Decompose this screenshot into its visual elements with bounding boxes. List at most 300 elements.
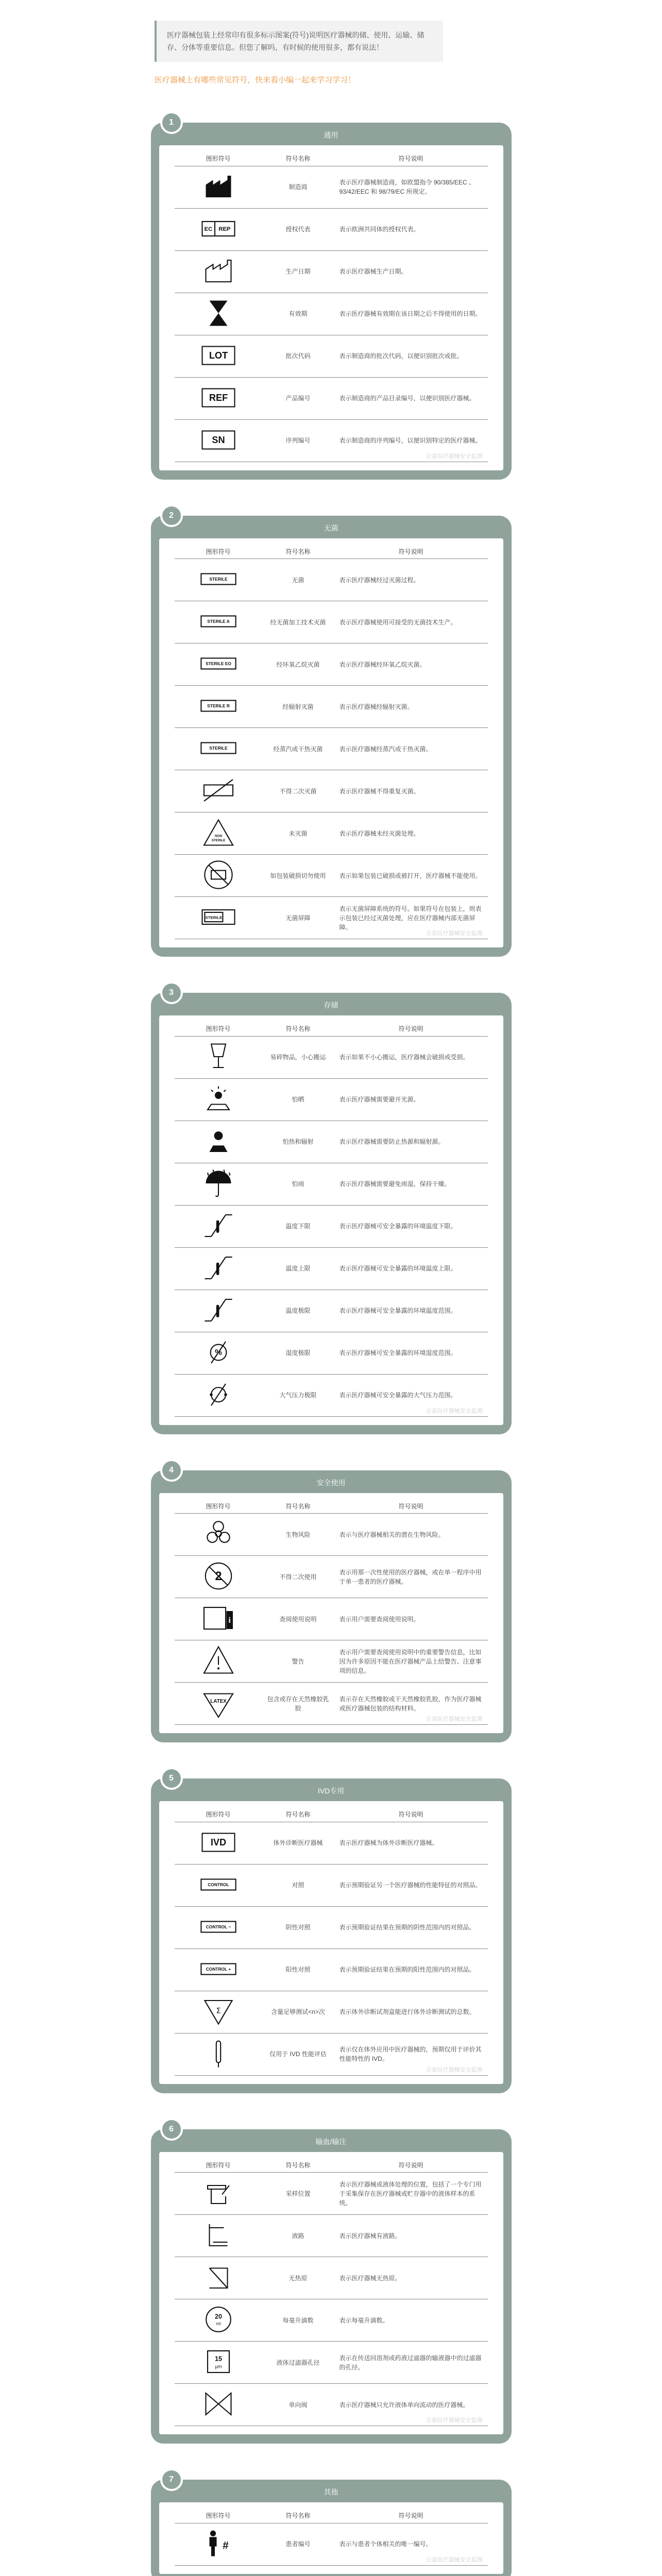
watermark-text: 合泰医疗器械安全监测 bbox=[426, 1716, 483, 1722]
symbol-table bbox=[175, 151, 488, 462]
svg-text:STERILE: STERILE bbox=[205, 915, 222, 920]
symbol-cell bbox=[175, 1205, 262, 1247]
section-title: 通用 bbox=[324, 131, 338, 139]
symbol-cell bbox=[175, 686, 262, 728]
intro-box bbox=[155, 21, 443, 62]
table-header-row bbox=[175, 1499, 488, 1514]
symbol-table-card bbox=[159, 1801, 503, 2084]
symbol-description: 表示体外诊断试剂盒能进行体外诊断测试的总数。 bbox=[334, 1991, 488, 2033]
symbol-cell bbox=[175, 2173, 262, 2215]
symbol-description: 表示制造商的序列编号，以便识别特定的医疗器械。 bbox=[334, 419, 488, 462]
sterile-r-icon bbox=[198, 688, 239, 724]
svg-text:#: # bbox=[222, 2539, 229, 2551]
svg-text:STERILE EO: STERILE EO bbox=[205, 660, 231, 666]
header-name: 符号名称 bbox=[262, 2158, 334, 2173]
symbol-cell bbox=[175, 770, 262, 812]
symbol-cell bbox=[175, 897, 262, 939]
symbol-table-card bbox=[159, 1493, 503, 1734]
symbol-description: 表示医疗器械需要避开光源。 bbox=[334, 1078, 488, 1121]
symbol-description: 表示医疗器械经蒸汽或干热灭菌。 bbox=[334, 728, 488, 770]
ref-icon bbox=[198, 380, 239, 416]
symbol-name: 制造商 bbox=[262, 166, 334, 208]
header-desc: 符号说明 bbox=[334, 2509, 488, 2523]
table-row bbox=[175, 335, 488, 377]
symbol-name: 仅用于 IVD 性能评估 bbox=[262, 2033, 334, 2075]
ivd-performance-icon bbox=[198, 2036, 239, 2072]
svg-text:µm: µm bbox=[214, 2364, 222, 2369]
svg-text:%: % bbox=[214, 1348, 222, 1357]
section-number-badge: 7 bbox=[160, 2468, 183, 2491]
section-number-badge: 5 bbox=[160, 1767, 183, 1790]
section-number-badge: 3 bbox=[160, 981, 183, 1004]
section-number-badge: 4 bbox=[160, 1459, 183, 1482]
table-row bbox=[175, 293, 488, 335]
control-negative-icon bbox=[198, 1909, 239, 1945]
symbol-name: 对照 bbox=[262, 1864, 334, 1906]
section-title: 无菌 bbox=[324, 523, 338, 532]
lower-temp-limit-icon bbox=[198, 1208, 239, 1244]
symbol-name: 阳性对照 bbox=[262, 1948, 334, 1991]
header-name: 符号名称 bbox=[262, 2509, 334, 2523]
symbol-name: 怕雨 bbox=[262, 1163, 334, 1205]
symbol-cell bbox=[175, 1822, 262, 1864]
svg-text:STERILE: STERILE bbox=[209, 745, 228, 751]
symbol-name: 采样位置 bbox=[262, 2173, 334, 2215]
watermark-text: 合泰医疗器械安全监测 bbox=[426, 1408, 483, 1414]
table-row bbox=[175, 2299, 488, 2342]
table-row bbox=[175, 1598, 488, 1640]
symbol-table bbox=[175, 545, 488, 940]
symbol-cell bbox=[175, 2299, 262, 2342]
sterile-icon bbox=[198, 561, 239, 597]
symbol-description: 表示医疗器械需要避免雨湿，保持干燥。 bbox=[334, 1163, 488, 1205]
svg-text:LATEX: LATEX bbox=[210, 1699, 227, 1704]
section-3 bbox=[151, 988, 512, 1434]
table-row bbox=[175, 1036, 488, 1078]
symbol-cell bbox=[175, 1864, 262, 1906]
symbol-name: 批次代码 bbox=[262, 335, 334, 377]
symbol-cell bbox=[175, 419, 262, 462]
table-row bbox=[175, 559, 488, 601]
temp-limit-icon bbox=[198, 1292, 239, 1328]
symbol-cell bbox=[175, 812, 262, 855]
table-row bbox=[175, 1290, 488, 1332]
symbol-description: 表示预期验证结果在预期的阳性范围内的对照品。 bbox=[334, 1948, 488, 1991]
symbol-description: 表示医疗器械使用可接受的无菌技术生产。 bbox=[334, 601, 488, 643]
section-2 bbox=[151, 511, 512, 957]
tests-count-icon bbox=[198, 1993, 239, 2029]
svg-text:i: i bbox=[228, 1616, 231, 1625]
symbol-description: 表示仅在体外应用中医疗器械的，预期仅用于评价其性能特性的 IVD。 bbox=[334, 2033, 488, 2075]
symbol-name: 无菌 bbox=[262, 559, 334, 601]
symbol-cell bbox=[175, 1332, 262, 1374]
symbol-description: 表示存在天然橡胶或干天然橡胶乳胶，作为医疗器械或医疗器械包装的结构材料。 bbox=[334, 1683, 488, 1725]
symbol-description: 表示医疗器械无热原。 bbox=[334, 2257, 488, 2299]
keep-from-heat-icon bbox=[198, 1123, 239, 1159]
section-title: 存储 bbox=[324, 1001, 338, 1009]
symbol-cell bbox=[175, 1374, 262, 1416]
header-name: 符号名称 bbox=[262, 545, 334, 559]
svg-text:REP: REP bbox=[218, 226, 230, 232]
symbol-name: 液路 bbox=[262, 2215, 334, 2257]
symbol-description: 表示如果不小心搬运，医疗器械会破损或受损。 bbox=[334, 1036, 488, 1078]
symbol-cell bbox=[175, 208, 262, 250]
svg-text:Σ: Σ bbox=[216, 2007, 220, 2015]
symbol-cell bbox=[175, 2384, 262, 2426]
table-row bbox=[175, 601, 488, 643]
symbol-name: 阴性对照 bbox=[262, 1906, 334, 1948]
fragile-icon bbox=[198, 1039, 239, 1075]
symbol-cell bbox=[175, 1556, 262, 1598]
control-icon bbox=[198, 1867, 239, 1903]
fluid-path-icon bbox=[198, 2217, 239, 2253]
symbol-table-card bbox=[159, 1015, 503, 1425]
symbol-name: 经蒸汽或干热灭菌 bbox=[262, 728, 334, 770]
svg-text:STERILE: STERILE bbox=[211, 838, 225, 842]
biohazard-icon bbox=[198, 1516, 239, 1552]
table-row bbox=[175, 812, 488, 855]
symbol-description: 表示用户需要查阅使用说明。 bbox=[334, 1598, 488, 1640]
header-symbol: 图形符号 bbox=[175, 1499, 262, 1514]
symbol-description: 表示医疗器械需要防止热源和辐射源。 bbox=[334, 1121, 488, 1163]
table-row bbox=[175, 1991, 488, 2033]
table-row bbox=[175, 1822, 488, 1864]
symbol-cell bbox=[175, 728, 262, 770]
watermark-text: 合泰医疗器械安全监测 bbox=[426, 2556, 483, 2563]
svg-text:2: 2 bbox=[214, 1569, 222, 1583]
symbol-name: 如包装破损切勿使用 bbox=[262, 855, 334, 897]
liquid-filter-icon bbox=[198, 2344, 239, 2380]
consult-instructions-icon bbox=[198, 1600, 239, 1636]
symbol-description: 表示医疗器械经过灭菌过程。 bbox=[334, 559, 488, 601]
header-symbol: 图形符号 bbox=[175, 545, 262, 559]
symbol-name: 易碎物品，小心搬运 bbox=[262, 1036, 334, 1078]
svg-text:SN: SN bbox=[211, 434, 225, 445]
symbol-description: 表示医疗器械可安全暴露的环境温度下限。 bbox=[334, 1205, 488, 1247]
symbol-description: 表示医疗器械只允许液体单向流动的医疗器械。 bbox=[334, 2384, 488, 2426]
symbol-description: 表示医疗器械可安全暴露的大气压力范围。 bbox=[334, 1374, 488, 1416]
table-row bbox=[175, 1864, 488, 1906]
table-row bbox=[175, 1556, 488, 1598]
table-row bbox=[175, 728, 488, 770]
symbol-cell bbox=[175, 1598, 262, 1640]
symbol-description: 表示医疗器械或液体处理的位置，包括了一个专门用于采集保存在医疗器械或贮存器中的液体样本的系统。 bbox=[334, 2173, 488, 2215]
symbol-description: 表示医疗器械经辐射灭菌。 bbox=[334, 686, 488, 728]
section-number-badge: 1 bbox=[160, 111, 183, 134]
damaged-package-icon bbox=[198, 857, 239, 893]
watermark-text: 合泰医疗器械安全监测 bbox=[426, 930, 483, 937]
symbol-cell bbox=[175, 1948, 262, 1991]
symbol-description: 表示医疗器械制造商，如欧盟指令 90/385/EEC 、93/42/EEC 和 98/79/EC 所规定。 bbox=[334, 166, 488, 208]
header-symbol: 图形符号 bbox=[175, 1807, 262, 1822]
ivd-icon bbox=[198, 1824, 239, 1860]
svg-text:CONTROL +: CONTROL + bbox=[206, 1966, 231, 1972]
symbol-description: 表示在传送回溶剂或药液过滤器的输液器中的过滤器的孔径。 bbox=[334, 2342, 488, 2384]
ec-rep-icon bbox=[198, 211, 239, 247]
symbol-cell bbox=[175, 2523, 262, 2565]
symbol-description: 表示每毫升滴数。 bbox=[334, 2299, 488, 2342]
symbol-name: 温度上限 bbox=[262, 1247, 334, 1290]
symbol-name: 经环氧乙烷灭菌 bbox=[262, 643, 334, 686]
symbol-description: 表示医疗器械有效期在该日期之后不得使用的日期。 bbox=[334, 293, 488, 335]
symbol-description: 表示无菌屏障系统的符号。如果符号在包装上，则表示包装已经过灭菌处理，应在医疗器械内部无菌屏障。 bbox=[334, 897, 488, 939]
table-row bbox=[175, 1078, 488, 1121]
one-way-valve-icon bbox=[198, 2386, 239, 2422]
do-not-reuse-icon bbox=[198, 1558, 239, 1594]
header-desc: 符号说明 bbox=[334, 151, 488, 166]
symbol-table-card bbox=[159, 538, 503, 948]
symbol-cell bbox=[175, 1247, 262, 1290]
symbol-description: 表示医疗器械可安全暴露的环境温度范围。 bbox=[334, 1290, 488, 1332]
symbol-table bbox=[175, 1022, 488, 1417]
table-row bbox=[175, 1640, 488, 1683]
section-title: 安全使用 bbox=[316, 1478, 346, 1487]
table-row bbox=[175, 1121, 488, 1163]
symbol-description: 表示如果包装已破损或被打开，医疗器械不能使用。 bbox=[334, 855, 488, 897]
svg-text:ml: ml bbox=[216, 2321, 220, 2327]
symbol-name: 警告 bbox=[262, 1640, 334, 1683]
table-header-row bbox=[175, 1022, 488, 1036]
drops-per-ml-icon bbox=[198, 2301, 239, 2337]
symbol-name: 患者编号 bbox=[262, 2523, 334, 2565]
table-row bbox=[175, 1247, 488, 1290]
symbol-table bbox=[175, 2158, 488, 2427]
symbol-cell bbox=[175, 1906, 262, 1948]
upper-temp-limit-icon bbox=[198, 1250, 239, 1286]
symbol-cell bbox=[175, 1683, 262, 1725]
table-header-row bbox=[175, 151, 488, 166]
symbol-description: 表示欧洲共同体的授权代表。 bbox=[334, 208, 488, 250]
table-row bbox=[175, 686, 488, 728]
symbol-cell bbox=[175, 1991, 262, 2033]
table-header-row bbox=[175, 2509, 488, 2523]
symbol-cell bbox=[175, 377, 262, 419]
symbol-table-card bbox=[159, 145, 503, 470]
svg-text:REF: REF bbox=[209, 392, 228, 403]
symbol-name: 未灭菌 bbox=[262, 812, 334, 855]
control-positive-icon bbox=[198, 1951, 239, 1987]
non-sterile-icon bbox=[198, 815, 239, 851]
symbol-cell bbox=[175, 293, 262, 335]
section-number-badge: 6 bbox=[160, 2118, 183, 2141]
symbol-description: 表示医疗器械未经灭菌处理。 bbox=[334, 812, 488, 855]
header-name: 符号名称 bbox=[262, 1499, 334, 1514]
symbol-cell bbox=[175, 601, 262, 643]
symbol-description: 表示制造商的产品目录编号，以便识别医疗器械。 bbox=[334, 377, 488, 419]
header-symbol: 图形符号 bbox=[175, 151, 262, 166]
header-desc: 符号说明 bbox=[334, 2158, 488, 2173]
section-title: 输血/输注 bbox=[315, 2137, 347, 2146]
symbol-name: 无菌屏障 bbox=[262, 897, 334, 939]
table-header-row bbox=[175, 2158, 488, 2173]
svg-text:EC: EC bbox=[204, 226, 212, 232]
symbol-description: 表示用户需要查阅使用说明中的重要警告信息，比如因为许多原因不能在医疗器械产品上给警告、注意事项的信息。 bbox=[334, 1640, 488, 1683]
symbol-cell bbox=[175, 1078, 262, 1121]
symbol-cell bbox=[175, 166, 262, 208]
table-header-row bbox=[175, 1807, 488, 1822]
symbol-cell bbox=[175, 2033, 262, 2075]
table-row bbox=[175, 2257, 488, 2299]
table-row bbox=[175, 208, 488, 250]
symbol-name: 生产日期 bbox=[262, 250, 334, 293]
symbol-name: 温度极限 bbox=[262, 1290, 334, 1332]
symbol-table-card bbox=[159, 2502, 503, 2574]
symbol-name: 包含或存在天然橡胶乳胶 bbox=[262, 1683, 334, 1725]
table-row bbox=[175, 855, 488, 897]
warning-icon bbox=[198, 1642, 239, 1679]
manufacture-date-icon bbox=[198, 253, 239, 289]
symbol-cell bbox=[175, 855, 262, 897]
symbol-cell bbox=[175, 1121, 262, 1163]
svg-text:STERILE A: STERILE A bbox=[207, 618, 230, 624]
section-1 bbox=[151, 118, 512, 480]
symbol-name: 液体过滤器孔径 bbox=[262, 2342, 334, 2384]
table-row bbox=[175, 1906, 488, 1948]
watermark-text: 合泰医疗器械安全监测 bbox=[426, 2066, 483, 2073]
symbol-name: 有效期 bbox=[262, 293, 334, 335]
symbol-description: 表示预期验证另一个医疗器械的性能特征的对照品。 bbox=[334, 1864, 488, 1906]
table-row bbox=[175, 1332, 488, 1374]
symbol-cell bbox=[175, 250, 262, 293]
symbol-name: 序列编号 bbox=[262, 419, 334, 462]
symbol-name: 体外诊断医疗器械 bbox=[262, 1822, 334, 1864]
header-desc: 符号说明 bbox=[334, 1807, 488, 1822]
symbol-name: 不得二次灭菌 bbox=[262, 770, 334, 812]
header-name: 符号名称 bbox=[262, 151, 334, 166]
symbol-table bbox=[175, 1499, 488, 1725]
symbol-description: 表示医疗器械有液路。 bbox=[334, 2215, 488, 2257]
header-symbol: 图形符号 bbox=[175, 1022, 262, 1036]
svg-text:NON: NON bbox=[214, 834, 222, 838]
table-row bbox=[175, 2173, 488, 2215]
symbol-description: 表示医疗器械不得重复灭菌。 bbox=[334, 770, 488, 812]
table-row bbox=[175, 770, 488, 812]
table-row bbox=[175, 250, 488, 293]
section-7 bbox=[151, 2475, 512, 2576]
section-6 bbox=[151, 2124, 512, 2444]
svg-text:LOT: LOT bbox=[209, 350, 228, 361]
symbol-description: 表示与医疗器械相关的潜在生物风险。 bbox=[334, 1514, 488, 1556]
symbol-name: 不得二次使用 bbox=[262, 1556, 334, 1598]
non-pyrogenic-icon bbox=[198, 2259, 239, 2295]
svg-text:STERILE R: STERILE R bbox=[207, 703, 230, 708]
svg-text:IVD: IVD bbox=[210, 1837, 226, 1848]
symbol-name: 无热原 bbox=[262, 2257, 334, 2299]
symbol-name: 温度下限 bbox=[262, 1205, 334, 1247]
table-row bbox=[175, 2342, 488, 2384]
symbol-description: 表示医疗器械为体外诊断医疗器械。 bbox=[334, 1822, 488, 1864]
symbol-cell bbox=[175, 643, 262, 686]
header-desc: 符号说明 bbox=[334, 1022, 488, 1036]
factory-icon bbox=[198, 168, 239, 205]
svg-text:20: 20 bbox=[214, 2313, 222, 2320]
symbol-description: 表示用那一次性使用的医疗器械，或在单一程序中用于单一患者的医疗器械。 bbox=[334, 1556, 488, 1598]
svg-text:CONTROL: CONTROL bbox=[207, 1882, 229, 1887]
section-4 bbox=[151, 1465, 512, 1743]
watermark-text: 合泰医疗器械安全监测 bbox=[426, 453, 483, 460]
sterile-a-icon bbox=[198, 603, 239, 639]
section-title: IVD专用 bbox=[317, 1787, 345, 1795]
table-row bbox=[175, 1205, 488, 1247]
sterile-barrier-icon bbox=[198, 899, 239, 935]
symbol-cell bbox=[175, 1163, 262, 1205]
symbol-description: 表示制造商的批次代码，以便识别批次或批。 bbox=[334, 335, 488, 377]
pressure-limit-icon bbox=[198, 1377, 239, 1413]
sn-icon bbox=[198, 422, 239, 458]
header-name: 符号名称 bbox=[262, 1022, 334, 1036]
symbol-description: 表示医疗器械可安全暴露的环境湿度范围。 bbox=[334, 1332, 488, 1374]
symbol-table bbox=[175, 1807, 488, 2076]
symbol-cell bbox=[175, 1036, 262, 1078]
patient-number-icon bbox=[198, 2526, 239, 2562]
header-symbol: 图形符号 bbox=[175, 2509, 262, 2523]
symbol-cell bbox=[175, 2257, 262, 2299]
header-desc: 符号说明 bbox=[334, 1499, 488, 1514]
table-row bbox=[175, 1514, 488, 1556]
symbol-name: 大气压力极限 bbox=[262, 1374, 334, 1416]
symbol-description: 表示医疗器械经环氧乙烷灭菌。 bbox=[334, 643, 488, 686]
symbol-name: 每毫升滴数 bbox=[262, 2299, 334, 2342]
symbol-name: 授权代表 bbox=[262, 208, 334, 250]
symbol-name: 单向阀 bbox=[262, 2384, 334, 2426]
symbol-cell bbox=[175, 2215, 262, 2257]
lot-icon bbox=[198, 337, 239, 374]
sterile-eo-icon bbox=[198, 646, 239, 682]
symbol-name: 怕晒 bbox=[262, 1078, 334, 1121]
table-row bbox=[175, 166, 488, 208]
symbol-description: 表示与患者个体相关的唯一编号。 bbox=[334, 2523, 488, 2565]
sections-container bbox=[0, 118, 662, 2576]
svg-text:15: 15 bbox=[214, 2355, 222, 2363]
header-name: 符号名称 bbox=[262, 1807, 334, 1822]
table-row bbox=[175, 2215, 488, 2257]
table-row bbox=[175, 1163, 488, 1205]
symbol-description: 表示医疗器械生产日期。 bbox=[334, 250, 488, 293]
symbol-table-card bbox=[159, 2152, 503, 2435]
humidity-limit-icon bbox=[198, 1334, 239, 1370]
table-row bbox=[175, 377, 488, 419]
symbol-name: 湿度极限 bbox=[262, 1332, 334, 1374]
table-row bbox=[175, 643, 488, 686]
section-number-badge: 2 bbox=[160, 504, 183, 527]
sterile-steam-icon bbox=[198, 730, 239, 766]
symbol-name: 查阅使用说明 bbox=[262, 1598, 334, 1640]
svg-text:STERILE: STERILE bbox=[209, 576, 228, 582]
symbol-cell bbox=[175, 1514, 262, 1556]
section-title: 其他 bbox=[324, 2488, 338, 2496]
intro-note: 医疗器械上有哪些常见符号，快来看小编一起来学习学习！ bbox=[155, 76, 356, 84]
symbol-name: 怕热和辐射 bbox=[262, 1121, 334, 1163]
svg-text:CONTROL −: CONTROL − bbox=[206, 1924, 231, 1929]
symbol-cell bbox=[175, 1640, 262, 1683]
umbrella-icon bbox=[198, 1165, 239, 1201]
intro-text: 医疗器械包装上经常印有很多标示图案(符号)说明医疗器械的储、使用、运输、储存、分体等重要信息。但您了解吗，有时候的使用很多，都有说法！ bbox=[167, 31, 425, 52]
symbol-description: 表示医疗器械可安全暴露的环境温度上限。 bbox=[334, 1247, 488, 1290]
table-row bbox=[175, 1948, 488, 1991]
keep-from-sunlight-icon bbox=[198, 1081, 239, 1117]
symbol-name: 经辐射灭菌 bbox=[262, 686, 334, 728]
watermark-text: 合泰医疗器械安全监测 bbox=[426, 2417, 483, 2424]
symbol-cell bbox=[175, 1290, 262, 1332]
hourglass-icon bbox=[198, 295, 239, 331]
section-5 bbox=[151, 1774, 512, 2093]
sampling-site-icon bbox=[198, 2175, 239, 2211]
header-desc: 符号说明 bbox=[334, 545, 488, 559]
symbol-cell bbox=[175, 2342, 262, 2384]
symbol-name: 产品编号 bbox=[262, 377, 334, 419]
symbol-name: 含量足够测试<n>次 bbox=[262, 1991, 334, 2033]
symbol-name: 经无菌加工技术灭菌 bbox=[262, 601, 334, 643]
